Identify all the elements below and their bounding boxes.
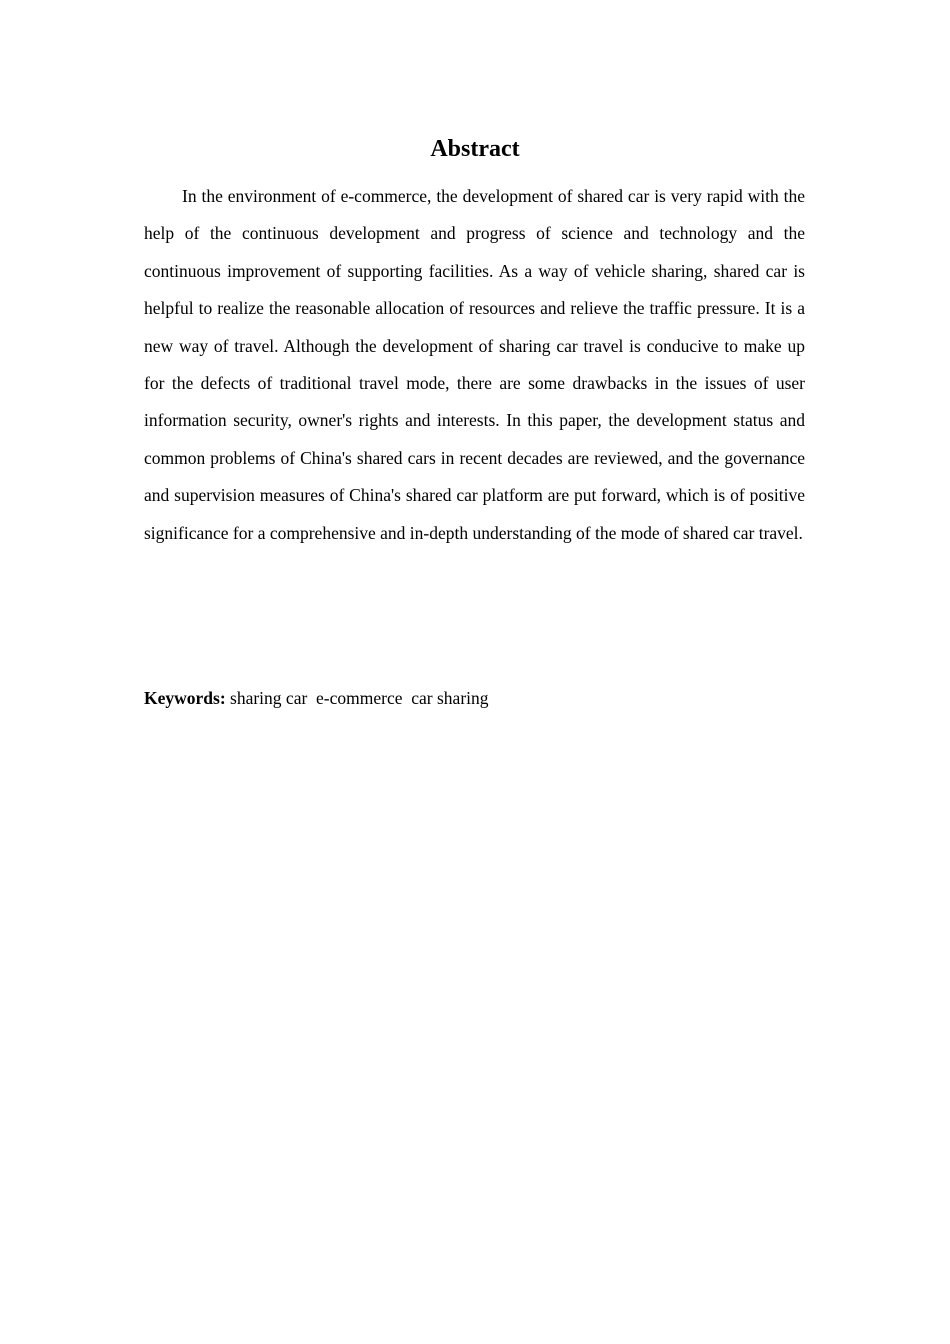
- abstract-title: Abstract: [430, 136, 520, 162]
- keywords-label: Keywords:: [144, 688, 226, 708]
- keywords-list: sharing car e-commerce car sharing: [225, 688, 489, 708]
- keywords-line: [144, 683, 805, 713]
- abstract-paragraph: In the environment of e-commerce, the development of shared car is very rapid with the help of the continuous development and progress of science and technology and the continuous improvement of supporting facilities. As a way of vehicle sharing, shared car is helpful to realize the reasonable allocation of resources and relieve the traffic pressure. It is a new way of travel. Although the development of sharing car travel is conducive to make up for the defects of traditional travel mode, there are some drawbacks in the issues of user information security, owner's rights and interests. In this paper, the development status and common problems of China's shared cars in recent decades are reviewed, and the governance and supervision measures of China's shared car platform are put forward, which is of positive significance for a comprehensive and in-depth understanding of the mode of shared car travel.: [144, 186, 805, 543]
